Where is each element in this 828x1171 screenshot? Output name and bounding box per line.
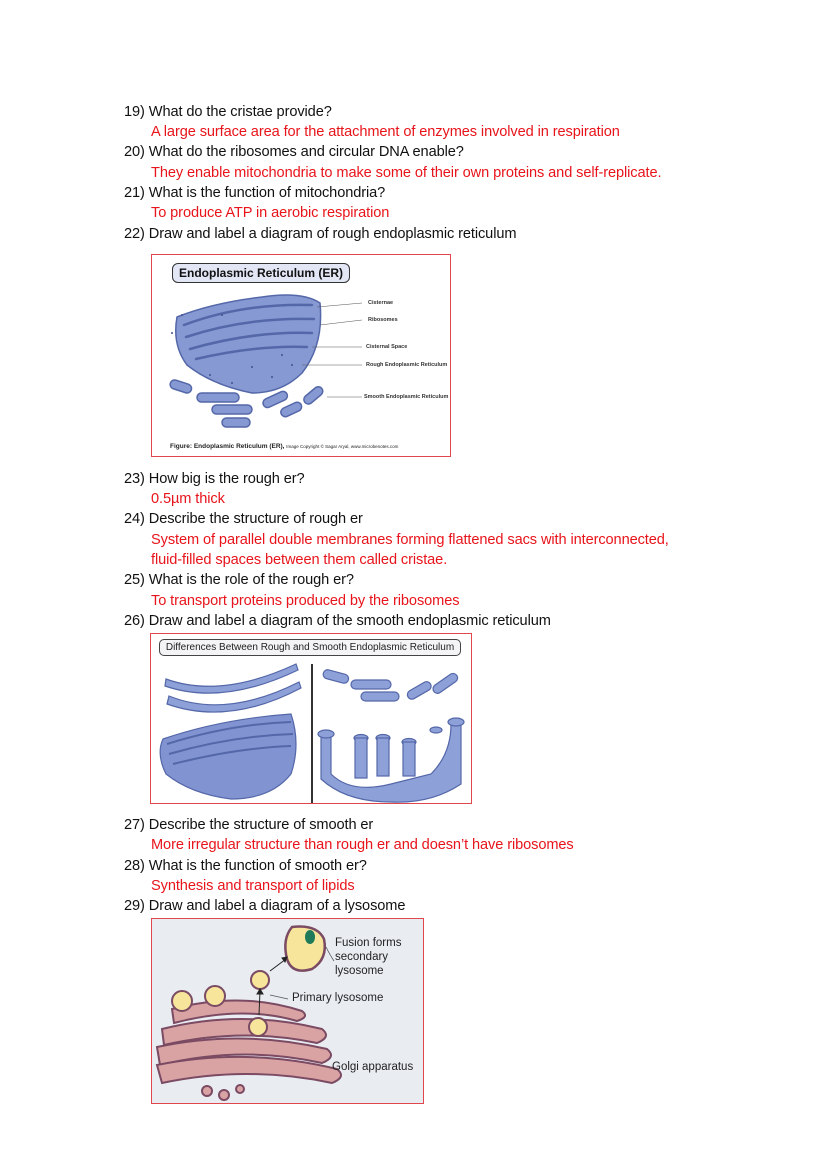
er-label-cisternae: Cisternae xyxy=(368,300,394,306)
question-21: 21) What is the function of mitochondria? xyxy=(124,185,386,201)
question-27: 27) Describe the structure of smooth er xyxy=(124,817,374,833)
answer-27: More irregular structure than rough er and doesn’t have ribosomes xyxy=(151,837,574,853)
question-22: 22) Draw and label a diagram of rough endoplasmic reticulum xyxy=(124,226,517,242)
question-19: 19) What do the cristae provide? xyxy=(124,104,332,120)
answer-21: To produce ATP in aerobic respiration xyxy=(151,205,390,221)
question-25: 25) What is the role of the rough er? xyxy=(124,572,354,588)
question-26: 26) Draw and label a diagram of the smooth endoplasmic reticulum xyxy=(124,613,551,629)
question-24: 24) Describe the structure of rough er xyxy=(124,511,363,527)
figure-divider xyxy=(311,664,313,804)
lysosome-figure xyxy=(151,918,424,1104)
rough-smooth-er-figure xyxy=(150,633,472,804)
answer-24-line-1: System of parallel double membranes forming flattened sacs with interconnected, xyxy=(151,532,669,548)
answer-28: Synthesis and transport of lipids xyxy=(151,878,355,894)
er-illustration xyxy=(152,255,451,457)
answer-19: A large surface area for the attachment of enzymes involved in respiration xyxy=(151,124,620,140)
question-23: 23) How big is the rough er? xyxy=(124,471,305,487)
question-20: 20) What do the ribosomes and circular DNA enable? xyxy=(124,144,464,160)
answer-23: 0.5µm thick xyxy=(151,491,225,507)
er-label-ribosomes: Ribosomes xyxy=(368,317,398,323)
label-primary-lysosome: Primary lysosome xyxy=(292,992,384,1004)
label-golgi-apparatus: Golgi apparatus xyxy=(332,1061,414,1073)
label-fusion-forms: Fusion forms secondary lysosome xyxy=(335,937,402,977)
er-figure-title: Endoplasmic Reticulum (ER) xyxy=(172,263,350,283)
answer-24-line-2: fluid-filled spaces between them called cristae. xyxy=(151,552,448,568)
diff-figure-title: Differences Between Rough and Smooth Endoplasmic Reticulum xyxy=(159,639,461,656)
er-figure-caption: Figure: Endoplasmic Reticulum (ER), Image Copyright © Sagar Aryal, www.microbenotes.com xyxy=(170,443,399,450)
answer-20: They enable mitochondria to make some of their own proteins and self-replicate. xyxy=(151,165,662,181)
er-label-cisternal-space: Cisternal Space xyxy=(366,344,408,350)
er-label-rough-er: Rough Endoplasmic Reticulum xyxy=(366,362,448,368)
question-29: 29) Draw and label a diagram of a lysosome xyxy=(124,898,406,914)
er-diagram-figure xyxy=(151,254,451,457)
question-28: 28) What is the function of smooth er? xyxy=(124,858,367,874)
er-label-smooth-er: Smooth Endoplasmic Reticulum xyxy=(364,394,449,400)
answer-25: To transport proteins produced by the ribosomes xyxy=(151,593,460,609)
